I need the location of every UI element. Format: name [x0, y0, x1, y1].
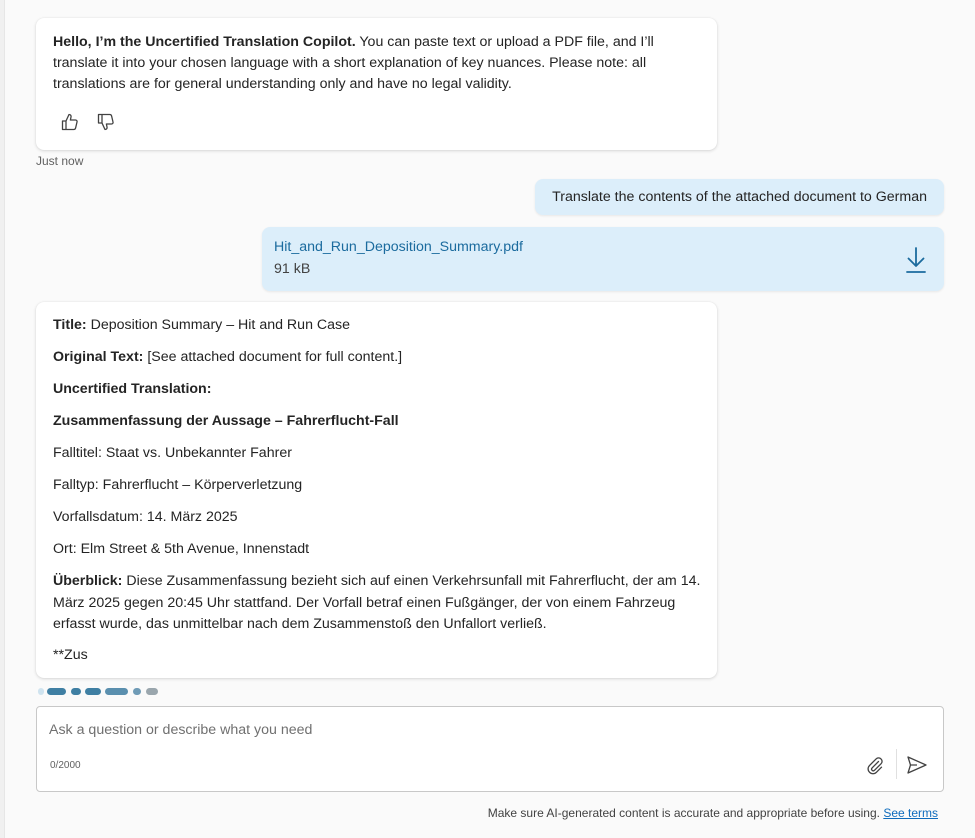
- attach-file-icon[interactable]: [865, 755, 885, 775]
- reply-location: Ort: Elm Street & 5th Avenue, Innenstadt: [53, 541, 310, 557]
- reply-incident-date: Vorfallsdatum: 14. März 2025: [53, 509, 238, 525]
- welcome-message-text: [53, 32, 698, 95]
- composer-divider: [896, 749, 897, 779]
- reply-overview-text: Diese Zusammenfassung bezieht sich auf einen Verkehrsunfall mit Fahrerflucht, der am 14. März 2025 gegen 20:45 Uhr stattfand. Der Vorfall betraf einen Fußgänger, der von einem Fahrzeug erfasst wurde, das unmittelbar nach dem Zusammenstoß den Unfallort verließ.: [53, 573, 701, 632]
- thumbs-down-button[interactable]: [94, 110, 118, 134]
- reply-title-label: Title:: [53, 317, 87, 333]
- typing-dot: [38, 688, 44, 695]
- thumbs-up-button[interactable]: [58, 110, 82, 134]
- welcome-intro: Hello, I’m the Uncertified Translation Copilot.: [53, 34, 356, 50]
- thumbs-up-icon: [60, 112, 80, 132]
- translation-reply-card: [36, 302, 717, 678]
- reply-translation-label-text: Uncertified Translation:: [53, 381, 212, 397]
- typing-dot: [71, 688, 81, 695]
- reply-original-line: [53, 347, 703, 369]
- reply-overview-label: Überblick:: [53, 573, 123, 589]
- reply-translation-heading: [53, 411, 703, 433]
- typing-dot: [146, 688, 158, 695]
- typing-dot: [105, 688, 128, 695]
- welcome-body: You can paste text or upload a PDF file, and I’ll translate it into your chosen language with a short explanation of key nuances. Please note: all translations are for general understanding only and have no legal validity.: [53, 34, 654, 92]
- typing-dot: [85, 688, 101, 695]
- user-message-bubble: [535, 179, 944, 215]
- typing-dot: [133, 688, 141, 695]
- download-icon[interactable]: [904, 245, 928, 275]
- message-timestamp: Just now: [36, 154, 84, 168]
- typing-dot: [47, 688, 66, 695]
- feedback-buttons: [58, 110, 118, 134]
- reply-translation-heading-text: Zusammenfassung der Aussage – Fahrerflucht-Fall: [53, 413, 399, 429]
- reply-title-line: [53, 315, 703, 337]
- character-counter: 0/2000: [50, 760, 81, 771]
- window-edge: [0, 0, 5, 838]
- send-icon[interactable]: [906, 755, 928, 775]
- reply-case-title: Falltitel: Staat vs. Unbekannter Fahrer: [53, 445, 292, 461]
- message-input[interactable]: [49, 719, 829, 741]
- reply-case-type: Falltyp: Fahrerflucht – Körperverletzung: [53, 477, 303, 493]
- reply-original-label: Original Text:: [53, 349, 144, 365]
- disclaimer-text: Make sure AI-generated content is accurate and appropriate before using.: [487, 806, 884, 820]
- user-message-text: Translate the contents of the attached document to German: [552, 189, 927, 205]
- welcome-message-card: [36, 18, 717, 150]
- reply-truncated-text: **Zus: [53, 647, 88, 663]
- reply-original-value: [See attached document for full content.]: [143, 349, 403, 365]
- reply-translation-label: [53, 379, 703, 401]
- ai-disclaimer: [488, 806, 938, 820]
- see-terms-link[interactable]: See terms: [883, 806, 938, 820]
- message-composer: [36, 706, 944, 792]
- thumbs-down-icon: [96, 112, 116, 132]
- attachment-file-size: 91 kB: [274, 261, 311, 277]
- reply-title-value: Deposition Summary – Hit and Run Case: [86, 317, 351, 333]
- attachment-card: [262, 227, 944, 291]
- reply-overview: [53, 571, 703, 636]
- attachment-file-name[interactable]: Hit_and_Run_Deposition_Summary.pdf: [274, 239, 523, 255]
